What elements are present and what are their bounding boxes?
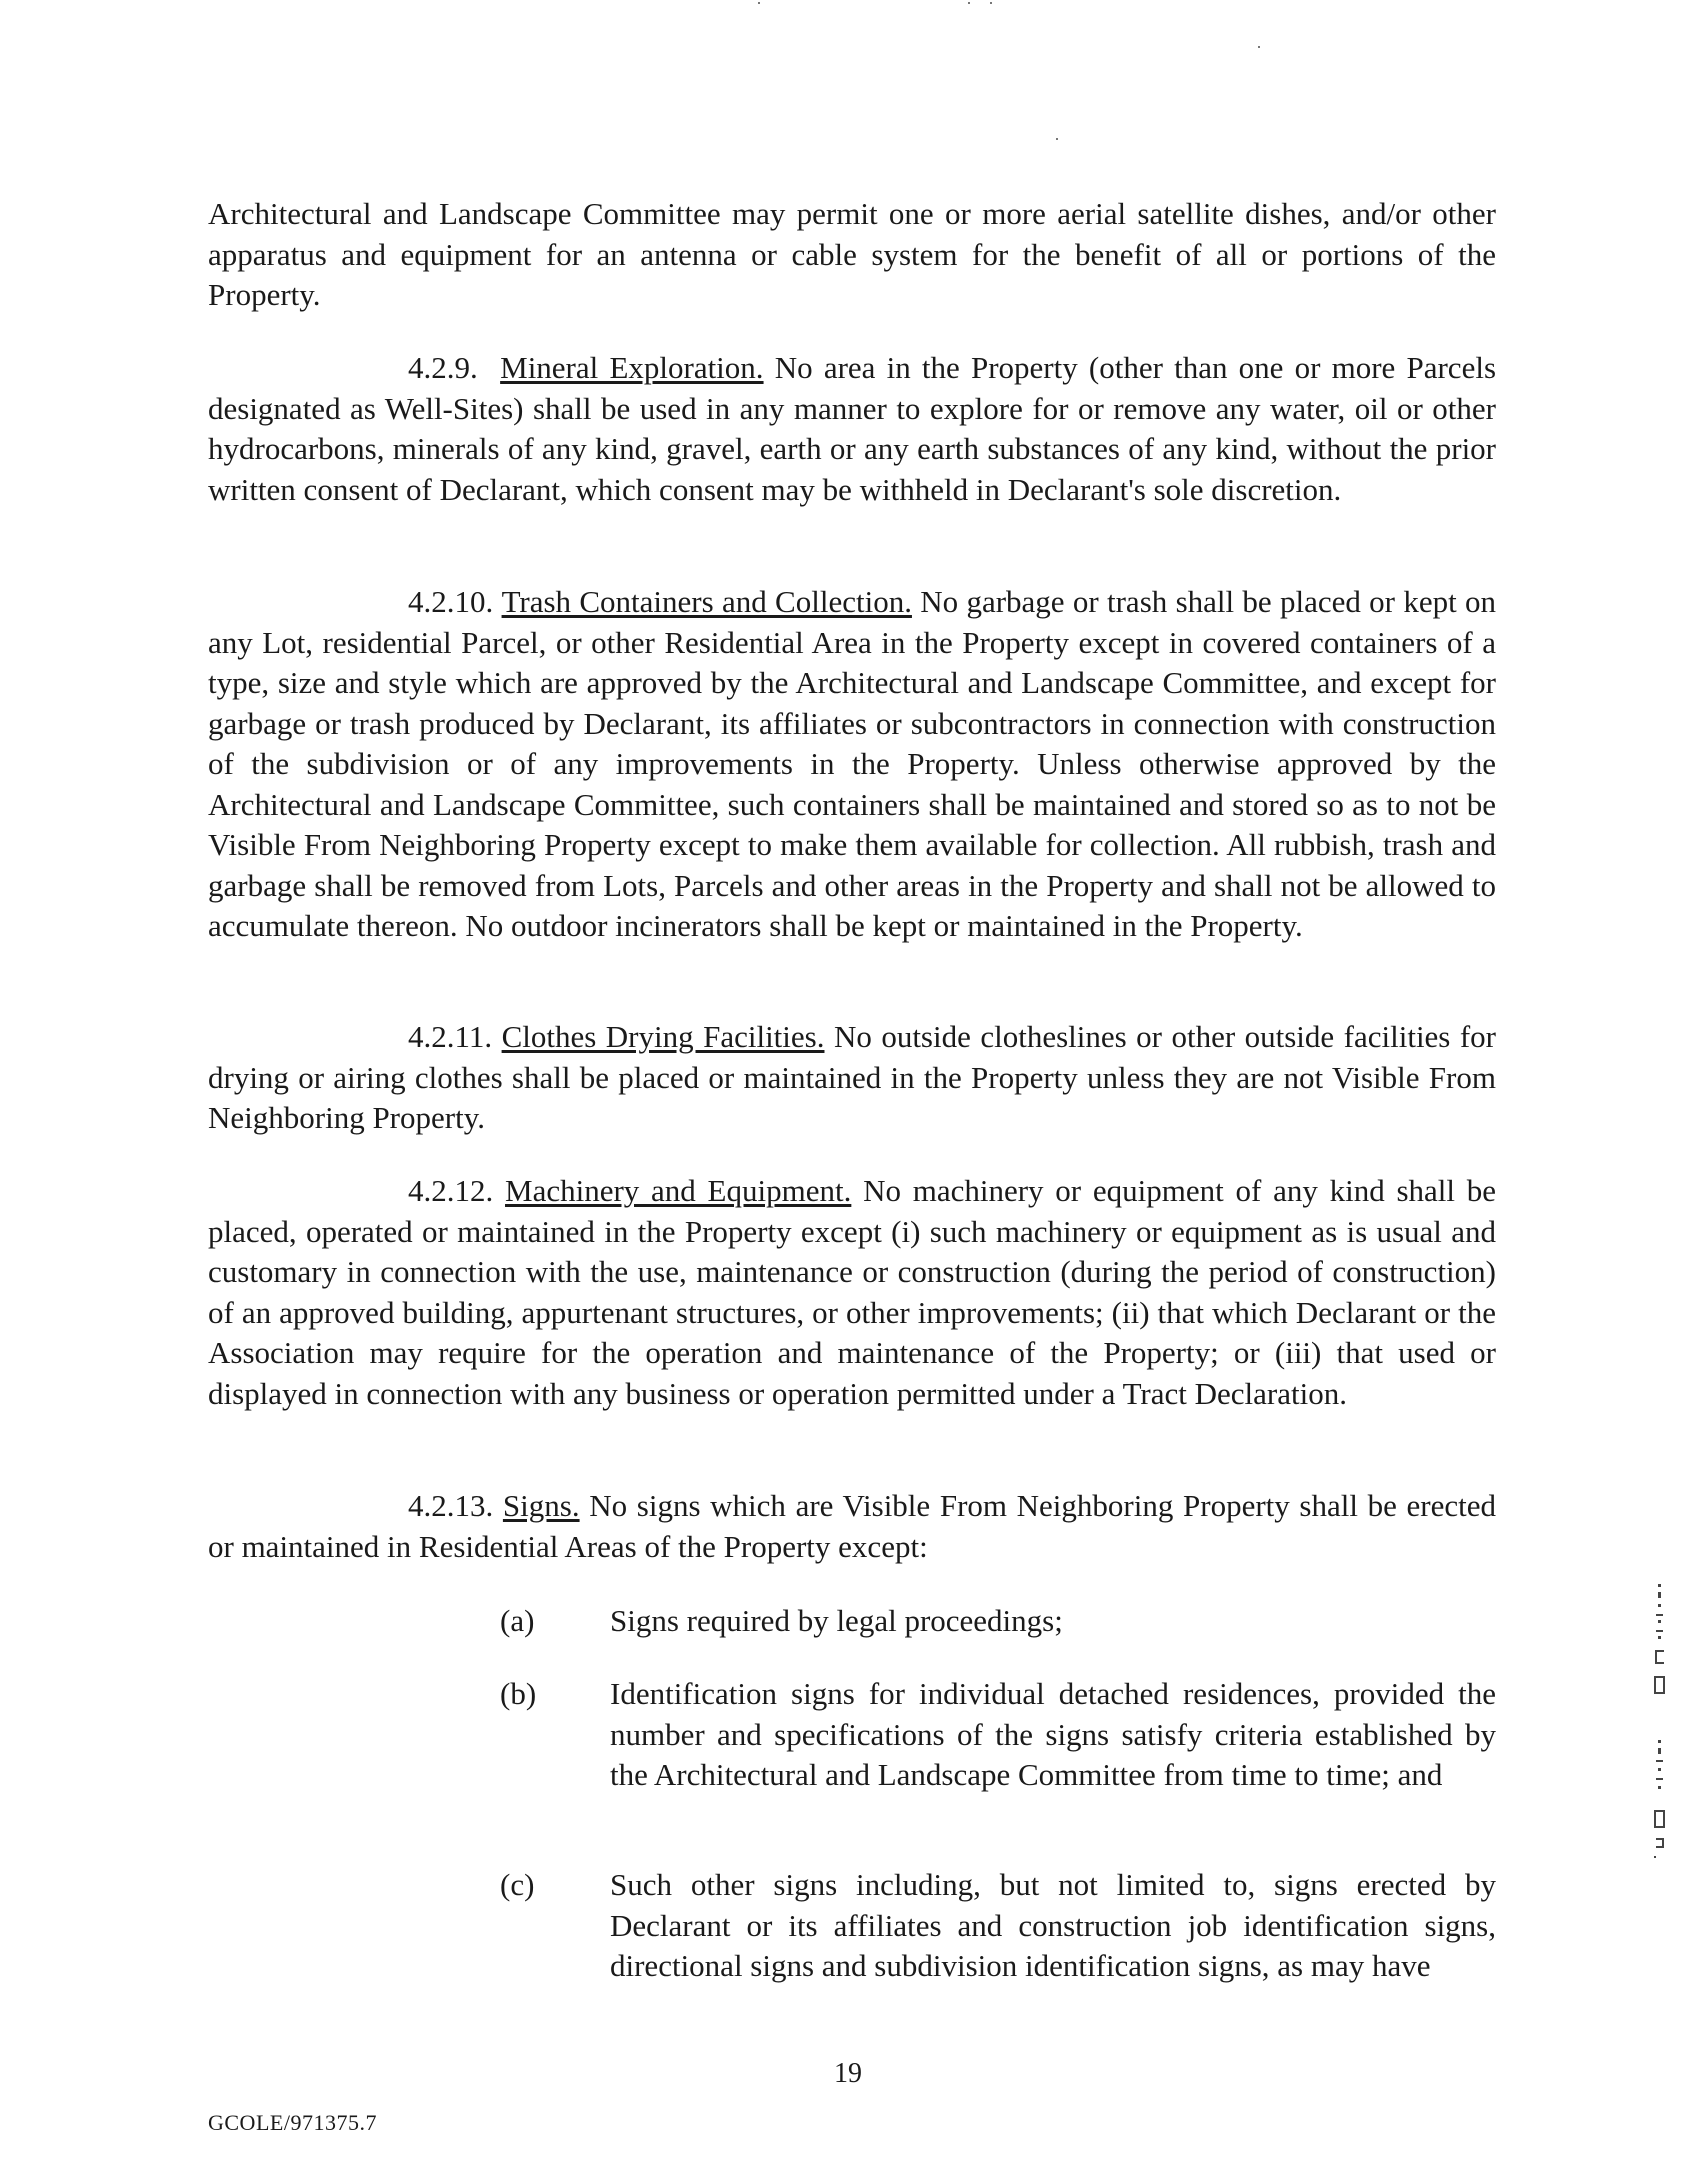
list-label: (c)	[500, 1867, 535, 1902]
section-heading: Mineral Exploration.	[500, 350, 764, 385]
list-label: (a)	[500, 1603, 535, 1638]
scan-speck	[968, 2, 970, 4]
section-heading: Clothes Drying Facilities.	[501, 1019, 825, 1054]
section-body: No area in the Property (other than one or more Parcels designated as Well-Sites) shall be used in any manner to explore for or remove any water, oil or other hydrocarbons, minerals of any kind, gravel, earth or any earth substances of any kind, without the prior written consent of Declarant, which consent may be withheld in Declarant's sole discretion.	[208, 350, 1497, 507]
scan-speck	[1258, 46, 1260, 48]
section-body: No outside clotheslines or other outside facilities for drying or airing clothes shall be placed or maintained in the Property unless they are not Visible From Neighboring Property.	[208, 1019, 1496, 1135]
section-number: 4.2.10.	[408, 584, 494, 619]
section-4-2-12	[208, 1171, 1496, 1414]
section-4-2-9	[208, 348, 1496, 510]
section-4-2-10	[208, 582, 1496, 947]
scan-speck	[990, 2, 992, 4]
section-heading: Trash Containers and Collection.	[501, 584, 912, 619]
section-number: 4.2.9.	[408, 350, 478, 385]
list-text: Identification signs for individual detached residences, provided the number and specifications of the signs satisfy criteria established by the Architectural and Landscape Committee from time to time; and	[610, 1676, 1496, 1792]
scan-speck	[1056, 138, 1058, 140]
list-text: Such other signs including, but not limited to, signs erected by Declarant or its affiliates and construction job identification signs, directional signs and subdivision identification signs, as may have	[610, 1867, 1496, 1983]
scan-speck	[758, 2, 760, 4]
section-body: No machinery or equipment of any kind shall be placed, operated or maintained in the Property except (i) such machinery or equipment as is usual and customary in connection with the use, maintenance or construction (during the period of construction) of an approved building, appurtenant structures, or other improvements; (ii) that which Declarant or the Association may require for the operation and maintenance of the Property; or (iii) that used or displayed in connection with any business or operation permitted under a Tract Declaration.	[208, 1173, 1497, 1411]
section-heading: Machinery and Equipment.	[505, 1173, 852, 1208]
section-4-2-13	[208, 1486, 1496, 1567]
document-id: GCOLE/971375.7	[208, 2110, 377, 2135]
section-number: 4.2.13.	[408, 1488, 494, 1523]
page-number: 19	[834, 2058, 862, 2089]
recording-stamp-image	[1648, 1580, 1672, 1910]
section-4-2-11	[208, 1017, 1496, 1139]
section-body: No signs which are Visible From Neighboring Property shall be erected or maintained in Residential Areas of the Property except:	[208, 1488, 1496, 1564]
section-body: No garbage or trash shall be placed or kept on any Lot, residential Parcel, or other Residential Area in the Property except in covered containers of a type, size and style which are approved by the Architectural and Landscape Committee, and except for garbage or trash produced by Declarant, its affiliates or subcontractors in connection with construction of the subdivision or of any improvements in the Property. Unless otherwise approved by the Architectural and Landscape Committee, such containers shall be maintained and stored so as to not be Visible From Neighboring Property except to make them available for collection. All rubbish, trash and garbage shall be removed from Lots, Parcels and other areas in the Property and shall not be allowed to accumulate thereon. No outdoor incinerators shall be kept or maintained in the Property.	[208, 584, 1496, 943]
list-text: Signs required by legal proceedings;	[610, 1603, 1063, 1638]
section-number: 4.2.11.	[408, 1019, 493, 1054]
section-heading: Signs.	[502, 1488, 580, 1523]
section-number: 4.2.12.	[408, 1173, 494, 1208]
continuation-paragraph: Architectural and Landscape Committee may permit one or more aerial satellite dishes, and/or other apparatus and equipment for an antenna or cable system for the benefit of all or portions of the Property.	[208, 196, 1496, 312]
list-label: (b)	[500, 1676, 537, 1711]
